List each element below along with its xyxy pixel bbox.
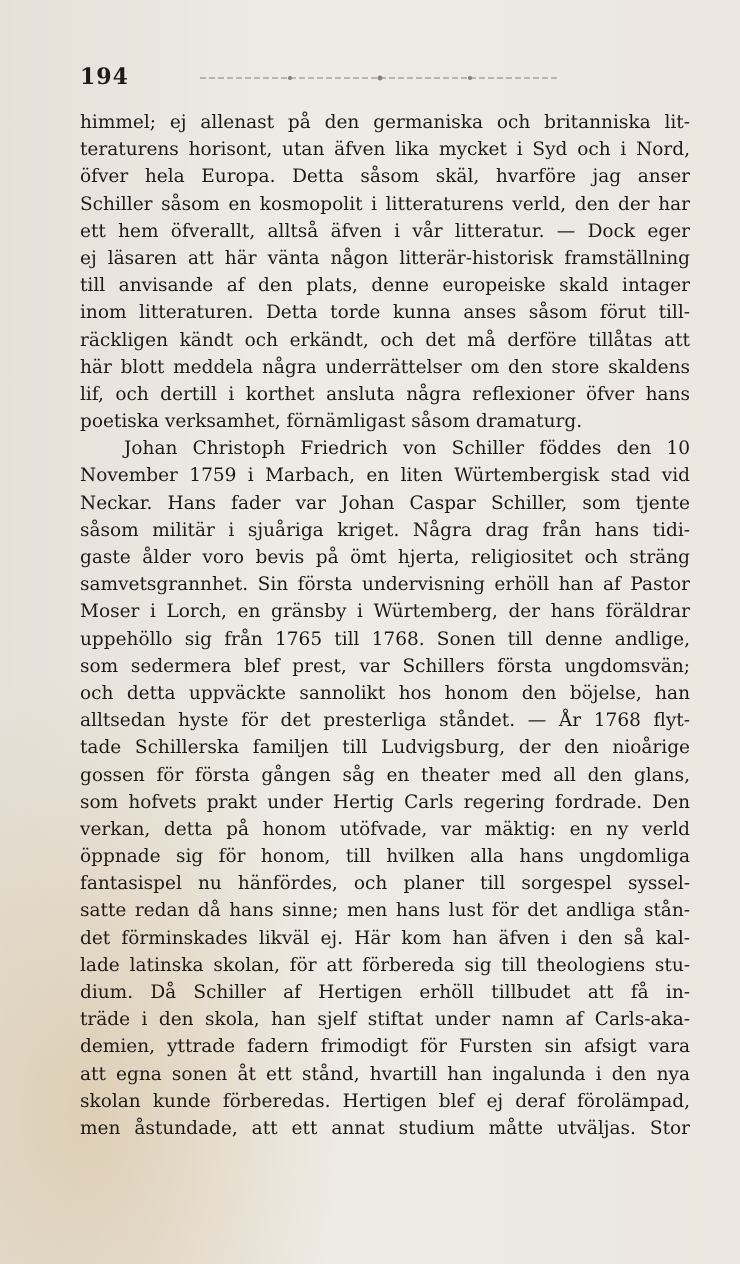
text-line: lif, och dertill i korthet ansluta några reflexioner öfver hans xyxy=(80,383,690,405)
text-line: demien, yttrade fadern frimodigt för Fursten sin afsigt vara xyxy=(80,1036,690,1058)
text-line: inom litteraturen. Detta torde kunna anses såsom förut till- xyxy=(80,302,690,324)
text-line: samvetsgrannhet. Sin första undervisning erhöll han af Pastor xyxy=(80,574,690,596)
page-number: 194 xyxy=(80,64,129,90)
text-line: skolan kunde förberedas. Hertigen blef ej deraf förolämpad, xyxy=(80,1090,690,1112)
text-line: Neckar. Hans fader var Johan Caspar Schiller, som tjente xyxy=(80,492,690,514)
text-line: ej läsaren att här vänta någon litterär-historisk framställning xyxy=(80,247,690,269)
text-line: dium. Då Schiller af Hertigen erhöll tillbudet att få in- xyxy=(80,982,690,1003)
text-line: träde i den skola, han sjelf stiftat under namn af Carls-aka- xyxy=(80,1009,690,1031)
text-line: som sedermera blef prest, var Schillers första ungdomsvän; xyxy=(80,655,690,677)
text-line: öfver hela Europa. Detta såsom skäl, hvarföre jag anser xyxy=(80,166,690,188)
text-line: öppnade sig för honom, till hvilken alla hans ungdomliga xyxy=(80,846,690,868)
text-line: teraturens horisont, utan äfven lika mycket i Syd och i Nord, xyxy=(80,139,690,161)
text-line: och detta uppväckte sannolikt hos honom den böjelse, han xyxy=(80,682,690,704)
text-line: lade latinska skolan, för att förbereda sig till theologiens stu- xyxy=(80,954,690,976)
text-line: verkan, detta på honom utöfvade, var mäktig: en ny verld xyxy=(80,818,690,840)
text-line: fantasispel nu hänfördes, och planer till sorgespel syssel- xyxy=(80,873,690,895)
page-header xyxy=(80,64,690,92)
text-line: Johan Christoph Friedrich von Schiller föddes den 10 xyxy=(124,438,690,460)
text-line: här blott meddela några underrättelser om den store skaldens xyxy=(80,356,690,378)
text-line: det förminskades likväl ej. Här kom han äfven i den så kal- xyxy=(80,927,690,949)
text-line: uppehöllo sig från 1765 till 1768. Sonen till denne andlige, xyxy=(80,628,690,650)
text-line: November 1759 i Marbach, en liten Würtembergisk stad vid xyxy=(80,465,690,487)
text-line: som hofvets prakt under Hertig Carls regering fordrade. Den xyxy=(80,791,690,813)
text-line: ett hem öfverallt, alltså äfven i vår litteratur. — Dock eger xyxy=(80,220,690,242)
text-line: men åstundade, att ett annat studium måtte utväljas. Stor xyxy=(80,1117,690,1139)
text-line: satte redan då hans sinne; men hans lust för det andliga stån- xyxy=(80,900,690,922)
text-line: Schiller såsom en kosmopolit i litteraturens verld, den der har xyxy=(80,193,690,215)
text-line: himmel; ej allenast på den germaniska och britanniska lit- xyxy=(80,112,690,133)
body-text xyxy=(80,109,690,1142)
text-line: räckligen kändt och erkändt, och det må derföre tillåtas att xyxy=(80,329,690,351)
text-line: till anvisande af den plats, denne europeiske skald intager xyxy=(80,275,690,297)
text-line: Moser i Lorch, en gränsby i Würtemberg, der hans föräldrar xyxy=(80,601,690,623)
text-line: alltsedan hyste för det presterliga ståndet. — År 1768 flyt- xyxy=(80,710,690,732)
text-line: gaste ålder voro bevis på ömt hjerta, religiositet och sträng xyxy=(80,547,690,568)
text-line: att egna sonen åt ett stånd, hvartill han ingalunda i den nya xyxy=(80,1063,690,1085)
text-line: tade Schillerska familjen till Ludvigsburg, der den nioårige xyxy=(80,737,690,759)
text-line: gossen för första gången såg en theater med all den glans, xyxy=(80,764,690,786)
decorative-rule xyxy=(200,74,560,82)
text-line: såsom militär i sjuåriga kriget. Några drag från hans tidi- xyxy=(80,519,690,541)
text-line: poetiska verksamhet, förnämligast såsom dramaturg. xyxy=(80,411,583,433)
